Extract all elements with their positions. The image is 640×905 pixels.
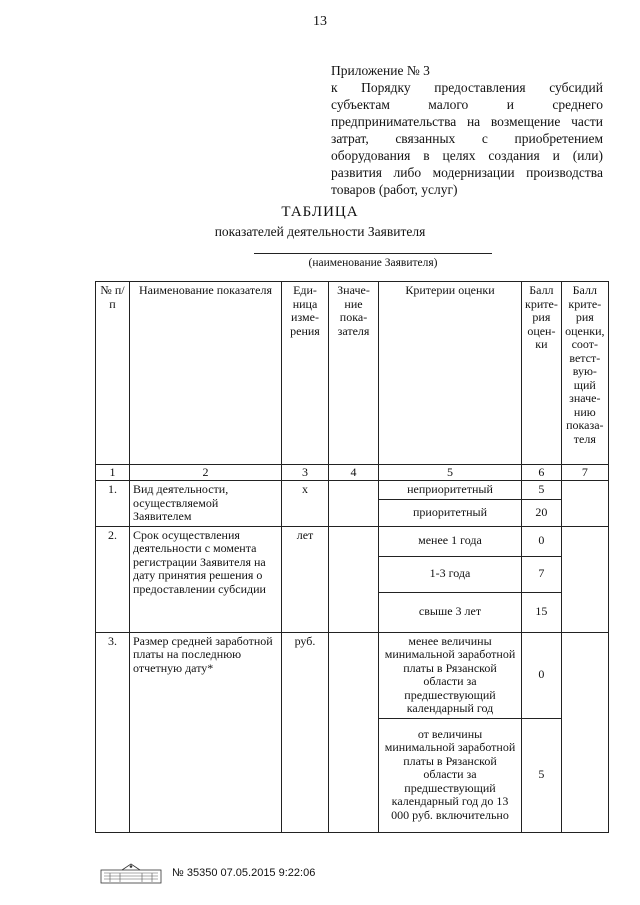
column-number: 5 <box>379 465 522 481</box>
appendix-block <box>331 62 603 198</box>
column-number: 6 <box>522 465 562 481</box>
header-cell-criteria-score: Балл крите-рия оцен-ки <box>522 282 562 465</box>
header-cell-unit: Еди-ница изме-рения <box>282 282 329 465</box>
criterion-score: 7 <box>522 556 562 592</box>
criterion-cell: от величины минимальной заработной платы в Рязанской области за предшествующий календарный год до 13 000 руб. включительно <box>379 718 522 832</box>
registration-stamp: № 35350 07.05.2015 9:22:06 <box>172 867 316 879</box>
indicator-name: Вид деятельности, осуществляемой Заявителем <box>130 481 282 527</box>
header-cell-number: № п/п <box>96 282 130 465</box>
indicator-value-cell <box>329 481 379 527</box>
table-row <box>96 526 609 556</box>
footer <box>100 862 315 884</box>
column-number: 1 <box>96 465 130 481</box>
header-cell-matching-score: Балл крите-рия оценки, соот-ветст-вую-щий значе-нию показа-теля <box>561 282 608 465</box>
document-title: ТАБЛИЦА <box>281 204 359 220</box>
table-row <box>96 632 609 718</box>
unit-cell: х <box>282 481 329 527</box>
document-subtitle: показателей деятельности Заявителя <box>214 224 426 239</box>
table-row <box>96 481 609 500</box>
matching-score-cell <box>561 526 608 632</box>
unit-cell: лет <box>282 526 329 632</box>
criterion-cell: неприоритетный <box>379 481 522 500</box>
column-number-row <box>96 465 609 481</box>
criterion-cell: менее величины минимальной заработной платы в Рязанской области за предшествующий календарный год <box>379 632 522 718</box>
criterion-score: 5 <box>522 718 562 832</box>
unit-cell: руб. <box>282 632 329 832</box>
matching-score-cell <box>561 481 608 527</box>
header-cell-value: Значе-ние пока-зателя <box>329 282 379 465</box>
column-number: 7 <box>561 465 608 481</box>
indicator-name: Размер средней заработной платы на последнюю отчетную дату* <box>130 632 282 832</box>
criterion-score: 0 <box>522 632 562 718</box>
criterion-cell: свыше 3 лет <box>379 592 522 632</box>
header-cell-indicator: Наименование показателя <box>130 282 282 465</box>
criterion-score: 5 <box>522 481 562 500</box>
criterion-cell: менее 1 года <box>379 526 522 556</box>
criterion-score: 20 <box>522 499 562 526</box>
applicant-name-caption: (наименование Заявителя) <box>308 257 438 269</box>
criterion-score: 15 <box>522 592 562 632</box>
header-cell-criteria: Критерии оценки <box>379 282 522 465</box>
matching-score-cell <box>561 632 608 832</box>
row-number: 3. <box>96 632 130 832</box>
page-number: 13 <box>313 14 327 29</box>
column-number: 4 <box>329 465 379 481</box>
appendix-title: Приложение № 3 <box>331 63 430 78</box>
indicator-value-cell <box>329 526 379 632</box>
appendix-body: к Порядку предоставления субсидий субъектам малого и среднего предпринимательства на возмещение части затрат, связанных с приобретением оборудования в целях создания и (или) развития либо модернизации производства товаров (работ, услуг) <box>331 80 603 197</box>
indicators-table <box>95 281 609 833</box>
table-header-row <box>96 282 609 465</box>
column-number: 3 <box>282 465 329 481</box>
government-building-logo-icon <box>100 862 162 884</box>
criterion-cell: приоритетный <box>379 499 522 526</box>
row-number: 1. <box>96 481 130 527</box>
applicant-name-line <box>254 253 492 254</box>
criterion-score: 0 <box>522 526 562 556</box>
indicator-value-cell <box>329 632 379 832</box>
criterion-cell: 1-3 года <box>379 556 522 592</box>
row-number: 2. <box>96 526 130 632</box>
column-number: 2 <box>130 465 282 481</box>
indicator-name: Срок осуществления деятельности с момента регистрации Заявителя на дату принятия решения о предоставлении субсидии <box>130 526 282 632</box>
